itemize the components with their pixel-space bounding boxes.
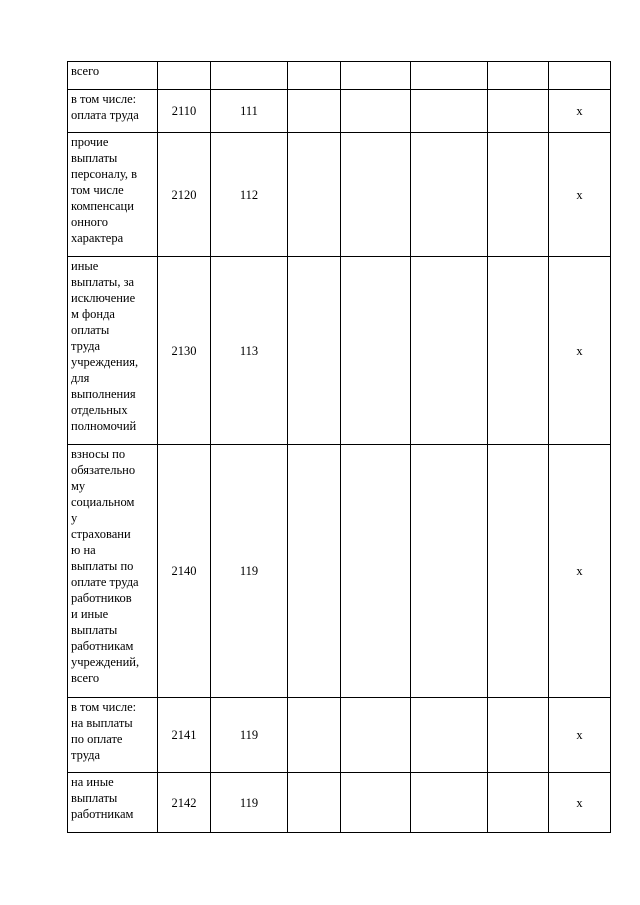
empty-cell — [341, 773, 411, 833]
row-name-line: компенсаци — [71, 199, 134, 213]
empty-cell — [411, 445, 488, 698]
row-name-line: оплате труда — [71, 575, 139, 589]
table-row — [68, 90, 611, 133]
row-name-cell — [68, 62, 158, 90]
row-name-line: на выплаты — [71, 716, 133, 730]
line-code-cell: 2140 — [158, 445, 211, 698]
row-name-line: характера — [71, 231, 124, 245]
kbk-cell — [211, 62, 288, 90]
row-name-line: обязательно — [71, 463, 136, 477]
row-name-line: учреждений, — [71, 655, 140, 669]
empty-cell — [288, 773, 341, 833]
row-name-line: персоналу, в — [71, 167, 138, 181]
row-name-line: выплаты — [71, 623, 118, 637]
line-code-cell: 2141 — [158, 698, 211, 773]
row-name-line: оплата труда — [71, 108, 139, 122]
empty-cell — [341, 257, 411, 445]
row-name-line: исключение — [71, 291, 136, 305]
line-code-cell: 2142 — [158, 773, 211, 833]
row-name-line: отдельных — [71, 403, 128, 417]
line-code-cell: 2110 — [158, 90, 211, 133]
mark-cell: x — [549, 445, 611, 698]
empty-cell — [411, 90, 488, 133]
table-row — [68, 773, 611, 833]
empty-cell — [288, 90, 341, 133]
row-name-line: по оплате — [71, 732, 123, 746]
kbk-cell: 112 — [211, 133, 288, 257]
row-name-line: труда — [71, 339, 101, 353]
kbk-cell: 119 — [211, 773, 288, 833]
empty-cell — [288, 62, 341, 90]
row-name-line: учреждения, — [71, 355, 139, 369]
empty-cell — [488, 698, 549, 773]
row-name-line: выплаты по — [71, 559, 134, 573]
empty-cell — [411, 698, 488, 773]
row-name-line: прочие — [71, 135, 109, 149]
empty-cell — [488, 90, 549, 133]
empty-cell — [488, 62, 549, 90]
mark-cell: x — [549, 133, 611, 257]
row-name-line: м фонда — [71, 307, 115, 321]
table-row — [68, 62, 611, 90]
empty-cell — [411, 773, 488, 833]
mark-cell: x — [549, 90, 611, 133]
empty-cell — [288, 133, 341, 257]
row-name-cell — [68, 90, 158, 133]
line-code-cell: 2120 — [158, 133, 211, 257]
row-name-line: всего — [71, 671, 100, 685]
row-name-line: в том числе: — [71, 92, 137, 106]
row-name-line: труда — [71, 748, 101, 762]
row-name-line: социальном — [71, 495, 135, 509]
kbk-cell: 119 — [211, 445, 288, 698]
row-name-line: работникам — [71, 639, 134, 653]
empty-cell — [288, 445, 341, 698]
empty-cell — [288, 698, 341, 773]
row-name-line: всего — [71, 64, 100, 78]
row-name-line: у — [71, 511, 78, 525]
empty-cell — [341, 133, 411, 257]
row-name-cell — [68, 698, 158, 773]
row-name-line: том числе — [71, 183, 124, 197]
empty-cell — [341, 90, 411, 133]
mark-cell — [549, 62, 611, 90]
row-name-line: и иные — [71, 607, 109, 621]
table-row — [68, 257, 611, 445]
mark-cell: x — [549, 698, 611, 773]
kbk-cell: 113 — [211, 257, 288, 445]
row-name-line: выплаты — [71, 151, 118, 165]
line-code-cell: 2130 — [158, 257, 211, 445]
empty-cell — [488, 445, 549, 698]
row-name-line: оплаты — [71, 323, 110, 337]
row-name-line: работников — [71, 591, 132, 605]
table-row — [68, 698, 611, 773]
empty-cell — [411, 62, 488, 90]
mark-cell: x — [549, 773, 611, 833]
kbk-cell: 111 — [211, 90, 288, 133]
empty-cell — [411, 133, 488, 257]
empty-cell — [488, 257, 549, 445]
row-name-line: взносы по — [71, 447, 126, 461]
kbk-cell: 119 — [211, 698, 288, 773]
empty-cell — [341, 62, 411, 90]
row-name-line: ю на — [71, 543, 96, 557]
row-name-line: в том числе: — [71, 700, 137, 714]
empty-cell — [488, 773, 549, 833]
row-name-cell — [68, 773, 158, 833]
row-name-line: страховани — [71, 527, 131, 541]
row-name-line: онного — [71, 215, 108, 229]
empty-cell — [341, 445, 411, 698]
row-name-line: полномочий — [71, 419, 137, 433]
empty-cell — [288, 257, 341, 445]
empty-cell — [488, 133, 549, 257]
table-row — [68, 445, 611, 698]
budget-table — [67, 61, 611, 833]
row-name-line: на иные — [71, 775, 114, 789]
line-code-cell — [158, 62, 211, 90]
row-name-line: выполнения — [71, 387, 136, 401]
row-name-cell — [68, 133, 158, 257]
row-name-line: выплаты, за — [71, 275, 135, 289]
table-row — [68, 133, 611, 257]
row-name-line: иные — [71, 259, 99, 273]
row-name-line: му — [71, 479, 86, 493]
empty-cell — [411, 257, 488, 445]
row-name-line: работникам — [71, 807, 134, 821]
mark-cell: x — [549, 257, 611, 445]
row-name-cell — [68, 257, 158, 445]
empty-cell — [341, 698, 411, 773]
row-name-line: для — [71, 371, 90, 385]
row-name-cell — [68, 445, 158, 698]
row-name-line: выплаты — [71, 791, 118, 805]
